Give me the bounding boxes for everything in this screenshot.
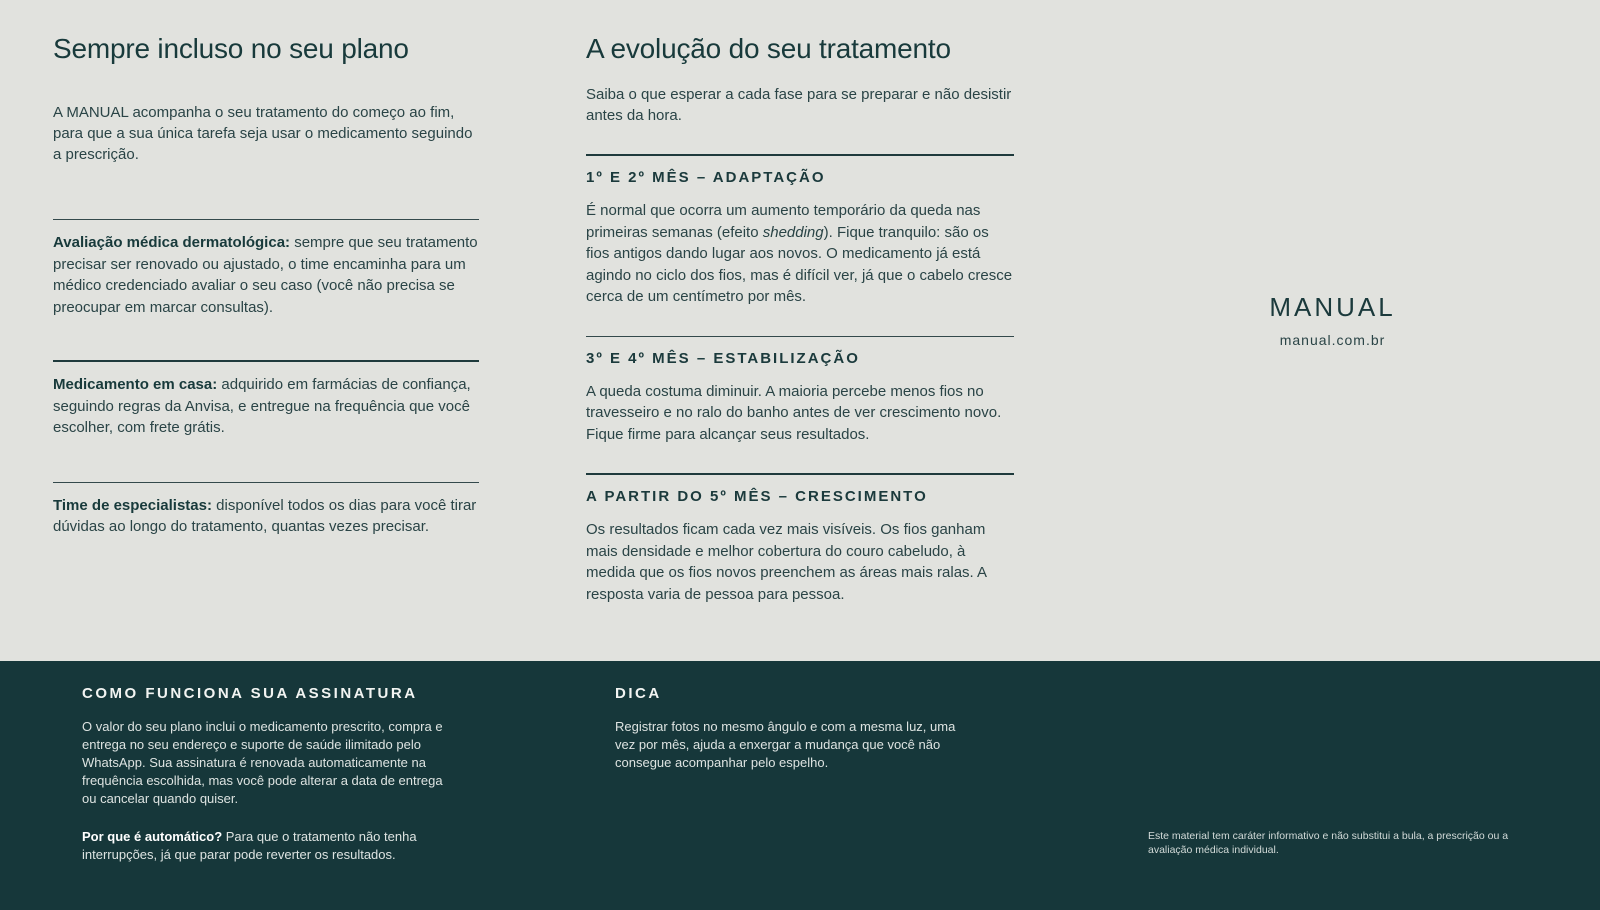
item-label: Avaliação médica dermatológica:: [53, 234, 291, 251]
item-text: disponível todos os dias para você tirar dúvidas ao longo do tratamento, quantas vezes precisar.: [53, 496, 477, 535]
divider: [586, 336, 1014, 337]
included-title: Sempre incluso no seu plano: [53, 33, 409, 64]
item-label: Medicamento em casa:: [53, 376, 218, 393]
why-text: Para que o tratamento não tenha interrupções, já que parar pode reverter os resultados.: [82, 829, 417, 862]
why-label: Por que é automático?: [82, 829, 223, 844]
phase-text-part: É normal que ocorra um aumento temporário da queda nas primeiras semanas (efeito: [586, 202, 981, 241]
tip-title: DICA: [615, 685, 662, 702]
evolution-title: A evolução do seu tratamento: [586, 33, 951, 64]
included-item-medication: [53, 374, 479, 439]
phase-text-stabilization: A queda costuma diminuir. A maioria percebe menos fios no travesseiro e no ralo do banho antes de ver crescimento novo. Fique firme para alcançar seus resultados.: [586, 382, 1002, 443]
evolution-section: [586, 30, 1014, 605]
phase-text-growth: Os resultados ficam cada vez mais visíveis. Os fios ganham mais densidade e melhor cobertura do couro cabeludo, à medida que os fios novos preenchem as áreas mais ralas. A resposta varia de pessoa para pessoa.: [586, 521, 987, 603]
phase-text-part: ). Fique tranquilo: são os fios antigos dando lugar aos novos. O medicamento já está agindo no ciclo dos fios, mas é difícil ver, já que o cabelo cresce cerca de um centímetro por mês.: [586, 223, 1013, 305]
divider: [53, 360, 479, 362]
subscription-title: COMO FUNCIONA SUA ASSINATURA: [82, 685, 418, 702]
included-item-specialists: [53, 495, 479, 538]
evolution-intro: Saiba o que esperar a cada fase para se preparar e não desistir antes da hora.: [586, 86, 1012, 124]
item-label: Time de especialistas:: [53, 496, 212, 514]
phase-title-stabilization: 3º E 4º MÊS – ESTABILIZAÇÃO: [586, 349, 860, 367]
disclaimer-text: Este material tem caráter informativo e não substitui a bula, a prescrição ou a avaliação médica individual.: [1148, 830, 1509, 856]
divider: [586, 154, 1014, 156]
included-section: [53, 30, 479, 538]
phase-title-growth: A PARTIR DO 5º MÊS – CRESCIMENTO: [586, 488, 928, 505]
phase-text-emphasis: shedding: [762, 223, 824, 241]
divider: [586, 473, 1014, 475]
brand-block: [1210, 290, 1455, 348]
subscription-text: O valor do seu plano inclui o medicamento prescrito, compra e entrega no seu endereço e suporte de saúde ilimitado pelo WhatsApp. Sua assinatura é renovada automaticamente na frequência escolhida, mas você pode alterar a data de entrega ou cancelar quando quiser.: [82, 719, 443, 806]
footer-band: [0, 661, 1600, 910]
subscription-why: [82, 828, 454, 864]
divider: [53, 219, 479, 220]
divider: [53, 482, 479, 483]
disclaimer-block: [1148, 829, 1520, 857]
phase-text-adaptation: [586, 200, 1014, 308]
included-intro: A MANUAL acompanha o seu tratamento do começo ao fim, para que a sua única tarefa seja usar o medicamento seguindo a prescrição.: [53, 104, 473, 163]
item-text: sempre que seu tratamento precisar ser renovado ou ajustado, o time encaminha para um médico credenciado avaliar o seu caso (você não precisa se preocupar em marcar consultas).: [53, 234, 478, 316]
tip-section: [615, 685, 975, 772]
phase-title-adaptation: 1º E 2º MÊS – ADAPTAÇÃO: [586, 169, 826, 186]
subscription-section: [82, 685, 454, 864]
brand-url[interactable]: manual.com.br: [1279, 332, 1386, 348]
tip-text: Registrar fotos no mesmo ângulo e com a mesma luz, uma vez por mês, ajuda a enxergar a mudança que você não consegue acompanhar pelo espelho.: [615, 719, 956, 770]
included-item-evaluation: [53, 232, 479, 318]
brand-logo: MANUAL: [1269, 292, 1396, 322]
item-text: adquirido em farmácias de confiança, seguindo regras da Anvisa, e entregue na frequência que você escolher, com frete grátis.: [53, 376, 471, 436]
